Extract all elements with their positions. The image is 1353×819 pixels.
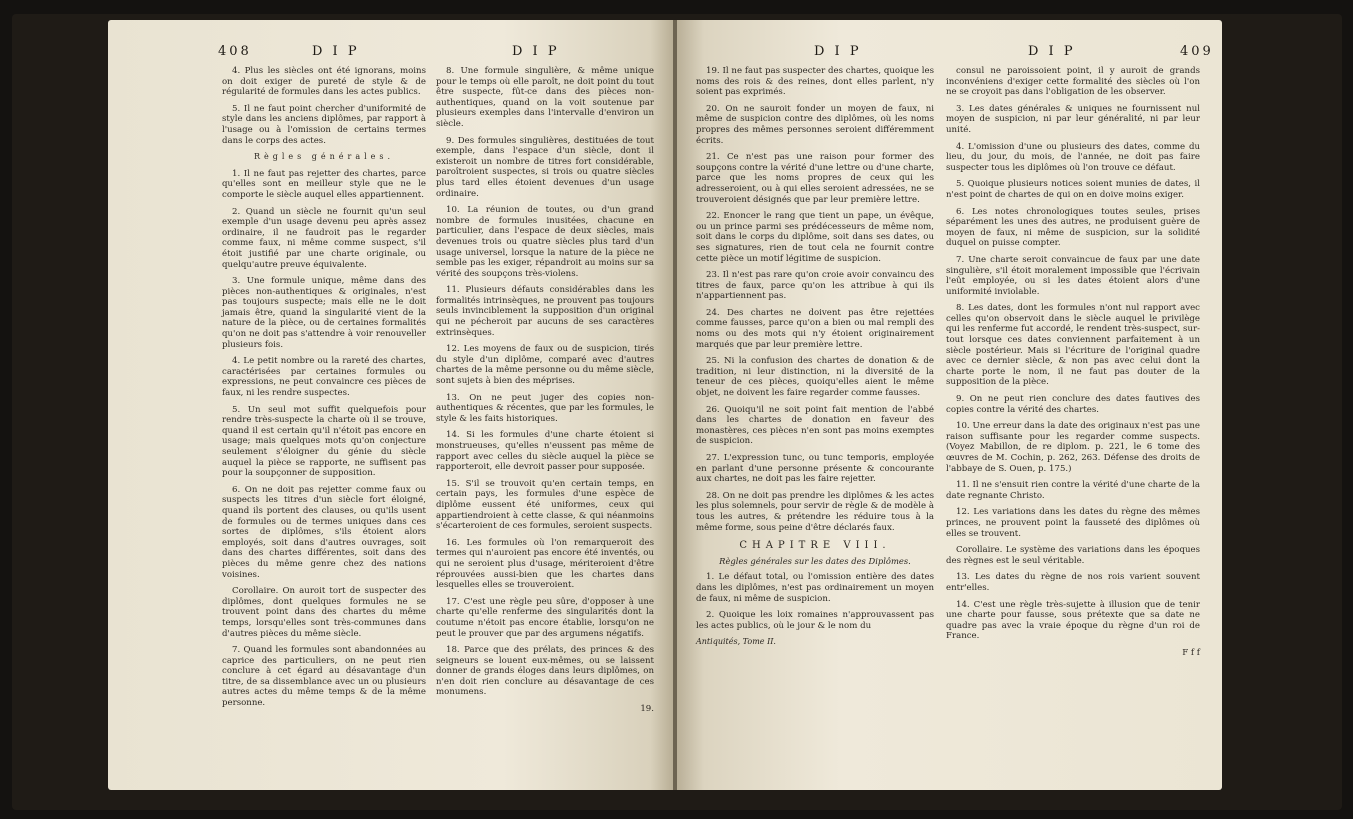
paragraph: 26. Quoiqu'il ne soit point fait mention de l'abbé dans les chartes de donation en faveur des monastères, ces pièces n'en sont pas moins exemptes de suspicion.	[696, 404, 934, 447]
paragraph: 19. Il ne faut pas suspecter des chartes, quoique les noms des rois & des reines, dont elles parlent, n'y soient pas exprimés.	[696, 66, 934, 98]
left-catchword: 19.	[640, 704, 654, 715]
paragraph: 13. On ne peut juger des copies non-authentiques & récentes, que par les formules, le style & les faits historiques.	[436, 392, 654, 424]
paragraph: 2. Quand un siècle ne fournit qu'un seul exemple d'un usage devenu peu après assez ordinaire, il ne faudroit pas le regarder comme faux, ni même comme suspect, s'il étoit justifié par une charte originale, ou quelqu'autre preuve équivalente.	[222, 206, 426, 270]
paragraph: 10. La réunion de toutes, ou d'un grand nombre de formules inusitées, chacune en particulier, dans l'espace de deux siècles, mais devenues trois ou quatre siècles plus tard d'un usage universel, lorsque la nature de la pièce ne semble pas les exiger, répandroit au moins sur sa vérité des soupçons très-violens.	[436, 205, 654, 279]
paragraph: 14. Si les formules d'une charte étoient si monstrueuses, qu'elles n'eussent pas même de rapport avec celles du siècle auquel la pièce se rapporteroit, elle devroit passer pour supposée.	[436, 430, 654, 473]
paragraph: 12. Les moyens de faux ou de suspicion, tirés du style d'un diplôme, comparé avec d'autres chartes de la même personne ou du même siècle, sont sujets à bien des méprises.	[436, 344, 654, 387]
paragraph: 4. L'omission d'une ou plusieurs des dates, comme du lieu, du jour, du mois, de l'année, ne doit pas faire suspecter tous les diplômes où l'on trouve ce défaut.	[946, 141, 1200, 173]
paragraph: 9. On ne peut rien conclure des dates fautives des copies contre la vérité des chartes.	[946, 394, 1200, 415]
paragraph: 11. Il ne s'ensuit rien contre la vérité d'une charte de la date regnante Christo.	[946, 480, 1200, 501]
chapter-subtitle: Règles générales sur les dates des Diplômes.	[719, 555, 911, 566]
right-column-2	[946, 66, 1200, 659]
paragraph: 18. Parce que des prélats, des princes & des seigneurs se louent eux-mêmes, ou se laissent donner de grands éloges dans leurs diplômes, on n'en doit rien conclure au désavantage de ces monumens.	[436, 645, 654, 698]
paragraph: 7. Quand les formules sont abandonnées au caprice des particuliers, on ne peut rien conclure à cet égard au désavantage d'un titre, de sa dissemblance avec un ou plusieurs autres actes du même temps & de la même personne.	[222, 645, 426, 709]
paragraph: 4. Plus les siècles ont été ignorans, moins on doit exiger de pureté de style & de régularité de formules dans les actes publics.	[222, 66, 426, 98]
signature-mark: F f f	[1182, 647, 1200, 658]
paragraph: 27. L'expression tunc, ou tunc temporis, employée en parlant d'une personne présente & concourante aux chartes, ne doit pas les faire rejetter.	[696, 453, 934, 485]
paragraph: 13. Les dates du règne de nos rois varient souvent entr'elles.	[946, 572, 1200, 593]
paragraph: 14. C'est une règle très-sujette à illusion que de tenir une charte pour fausse, sous prétexte que sa date ne quadre pas avec la vraie époque du règne d'un roi de France.	[946, 599, 1200, 642]
paragraph: 1. Il ne faut pas rejetter des chartes, parce qu'elles sont en meilleur style que ne le comporte le siècle auquel elles appartiennent.	[222, 168, 426, 200]
paragraph: 1. Le défaut total, ou l'omission entière des dates dans les diplômes, n'est pas ordinairement un moyen de faux, ni même de suspicion.	[696, 572, 934, 604]
right-column-1	[696, 66, 934, 648]
paragraph: 9. Des formules singulières, destituées de tout exemple, dans l'espace d'un siècle, dont il existeroit un nombre de titres fort considérable, paroîtroient suspectes, si trois ou quatre siècles plus tard elles étoient devenues d'un usage ordinaire.	[436, 135, 654, 199]
paragraph: 8. Les dates, dont les formules n'ont nul rapport avec celles qu'on observoit dans le siècle auquel le privilège qui les renferme fut accordé, le rendent très-suspect, sur-tout lorsque ces dates conviennent parfaitement à un siècle postérieur. Mais si l'écriture de l'original quadre avec ce dernier siècle, & non pas avec celui dont la charte porte le nom, il ne faut pas douter de la supposition de la pièce.	[946, 303, 1200, 388]
paragraph: 22. Enoncer le rang que tient un pape, un évêque, ou un prince parmi ses prédécesseurs de même nom, soit dans le corps du diplôme, soit dans ses dates, ou ses signatures, rien de tout cela ne fournit contre cette pièce un motif légitime de suspicion.	[696, 211, 934, 264]
paragraph: 10. Une erreur dans la date des originaux n'est pas une raison suffisante pour les regarder comme suspects. (Voyez Mabillon, de re diplom. p. 221, le 6 tome des œuvres de M. Cochin, p. 262, 263. Défense des droits de l'abbaye de S. Ouen, p. 175.)	[946, 421, 1200, 474]
paragraph: Corollaire. On auroit tort de suspecter des diplômes, dont quelques formules ne se trouvent point dans des chartes du même temps, lorsqu'elles sont très-communes dans d'autres pièces du même siècle.	[222, 586, 426, 639]
paragraph: 5. Il ne faut point chercher d'uniformité de style dans les anciens diplômes, par rapport à l'usage ou à l'omission de certains termes dans le corps des actes.	[222, 103, 426, 146]
left-page-number: 408	[218, 44, 252, 59]
paragraph: 17. C'est une règle peu sûre, d'opposer à une charte qu'elle renferme des singularités dont la coutume n'étoit pas encore établie, lorsqu'on ne peut le prouver que par des argumens négatifs.	[436, 596, 654, 639]
right-page-number: 409	[1180, 44, 1214, 59]
paragraph: 2. Quoique les loix romaines n'approuvassent pas les actes publics, où le jour & le nom du	[696, 610, 934, 631]
paragraph: consul ne paroissoient point, il y auroit de grands inconvéniens d'exiger cette formalité des siècles où l'on ne se croyoit pas dans l'obligation de les observer.	[946, 66, 1200, 98]
paragraph: 6. On ne doit pas rejetter comme faux ou suspects les titres d'un siècle fort éloigné, quand ils portent des clauses, ou qu'ils usent de formules ou de termes uniques dans ces sortes de diplômes, s'ils étoient alors employés, soit dans d'autres ouvrages, soit dans des chartes différentes, soit dans des pièces du même genre chez des nations voisines.	[222, 484, 426, 580]
paragraph: 23. Il n'est pas rare qu'on croie avoir convaincu des titres de faux, parce qu'on les attribue à qui ils n'appartiennent pas.	[696, 270, 934, 302]
rules-heading: Règles générales.	[253, 152, 395, 162]
left-column-1	[222, 66, 426, 715]
paragraph: 20. On ne sauroit fonder un moyen de faux, ni même de suspicion contre des diplômes, où les noms propres des mêmes personnes seroient différemment écrits.	[696, 103, 934, 146]
left-header-left: D I P	[312, 44, 360, 59]
paragraph: 15. S'il se trouvoit qu'en certain temps, en certain pays, les formules d'une espèce de diplôme eussent été uniformes, ceux qui appartiendroient à cette classe, & qui néanmoins s'écarteroient de ces formules, seroient suspects.	[436, 478, 654, 532]
chapter-title: CHAPITRE VIII.	[739, 540, 891, 552]
paragraph: 16. Les formules où l'on remarqueroit des termes qui n'auroient pas encore été inventés, ou qui ne seroient plus d'usage, mériteroient d'être réprouvées aussi-bien que les chartes dans lesquelles elles se trouveroient.	[436, 537, 654, 591]
paragraph: 12. Les variations dans les dates du règne des mêmes princes, ne prouvent point la fausseté des diplômes où elles se trouvent.	[946, 507, 1200, 539]
paragraph: 24. Des chartes ne doivent pas être rejettées comme fausses, parce qu'on a bien ou mal rempli des noms ou des mots qui n'y étoient originairement marqués que par leur première lettre.	[696, 307, 934, 350]
paragraph: 11. Plusieurs défauts considérables dans les formalités intrinsèques, ne prouvent pas toujours seuls invinciblement la supposition d'un original qui ne pécheroit par aucuns de ses caractères extrinsèques.	[436, 285, 654, 338]
paragraph: 25. Ni la confusion des chartes de donation & de tradition, ni leur distinction, ni la diversité de la teneur de ces pièces, quoiqu'elles aient le même objet, ne doivent les faire regarder comme fausses.	[696, 356, 934, 399]
paragraph: 6. Les notes chronologiques toutes seules, prises séparément les unes des autres, ne produisent guère de moyen de faux, ni même de suspicion, sur la solidité duquel on puisse compter.	[946, 206, 1200, 249]
paragraph: 7. Une charte seroit convaincue de faux par une date singulière, s'il étoit moralement impossible que l'écrivain l'eût employée, ou si les dates étoient alors d'une uniformité inviolable.	[946, 254, 1200, 297]
paragraph: 5. Quoique plusieurs notices soient munies de dates, il n'est point de chartes de qui on en doive moins exiger.	[946, 179, 1200, 200]
left-header-right: D I P	[512, 44, 560, 59]
paragraph: 28. On ne doit pas prendre les diplômes & les actes les plus solemnels, pour servir de règle & de modèle à tous les autres, & prétendre les réduire tous à la même forme, sous peine d'être déclarés faux.	[696, 490, 934, 533]
paragraph: 3. Les dates générales & uniques ne fournissent nul moyen de suspicion, ni par leur généralité, ni par leur unité.	[946, 103, 1200, 135]
footnote-signature: Antiquités, Tome II.	[696, 637, 776, 647]
paragraph: 4. Le petit nombre ou la rareté des chartes, caractérisées par certaines formules ou expressions, ne peut convaincre ces pièces de faux, ni les rendre suspectes.	[222, 356, 426, 399]
paragraph: 21. Ce n'est pas une raison pour former des soupçons contre la vérité d'une lettre ou d'une charte, parce que les noms propres de ceux qui les adresseroient, ou à qui elles seroient adressées, ne se trouveroient désignés que par leur première lettre.	[696, 152, 934, 205]
right-header-right: D I P	[1028, 44, 1076, 59]
paragraph: 3. Une formule unique, même dans des pièces non-authentiques & originales, n'est pas toujours suspecte; mais elle ne le doit jamais être, quand la singularité vient de la nature de la pièce, ou de certaines formalités qu'on ne doit pas s'attendre à voir renouveller plusieurs fois.	[222, 276, 426, 350]
paragraph: 5. Un seul mot suffit quelquefois pour rendre très-suspecte la charte où il se trouve, quand il est certain qu'il n'étoit pas encore en usage; mais quelques mots qu'on conjecture seulement s'éloigner du génie du siècle auquel la pièce se rapporte, ne suffisent pas pour la soupçonner de supposition.	[222, 404, 426, 479]
right-header-left: D I P	[814, 44, 862, 59]
left-column-2	[436, 66, 654, 715]
paragraph: 8. Une formule singulière, & même unique pour le temps où elle paroît, ne doit point du tout être suspecte, fût-ce dans des pièces non-authentiques, quand on la voit soutenue par plusieurs exemples dans l'intervalle d'environ un siècle.	[436, 66, 654, 129]
paragraph: Corollaire. Le système des variations dans les époques des règnes est le seul véritable.	[946, 545, 1200, 566]
